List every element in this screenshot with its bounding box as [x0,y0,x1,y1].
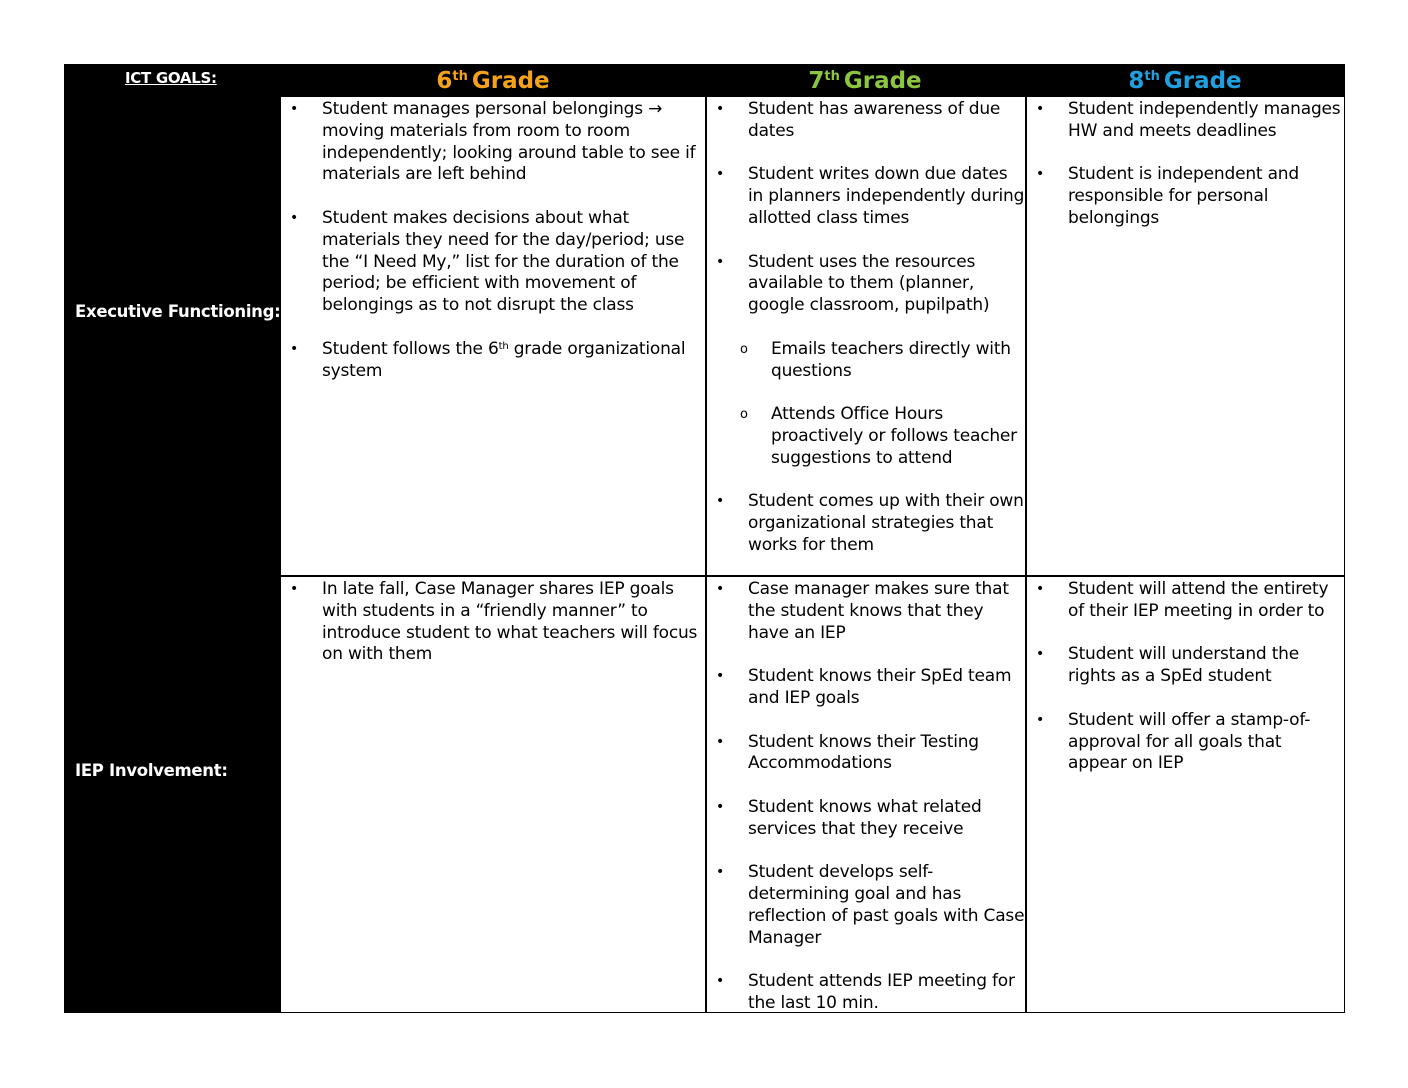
list-item: • Student follows the 6th grade organizational system [281,339,705,383]
list-item: • Student writes down due dates in planners independently during allotted class times [707,164,1025,229]
iep-grade-7-cell [705,577,1025,1013]
list-item: • In late fall, Case Manager shares IEP goals with students in a “friendly manner” to introduce student to what teachers will focus on with them [281,579,705,666]
list-item: • Student comes up with their own organizational strategies that works for them [707,491,1025,556]
row-label-executive-functioning: Executive Functioning: [65,97,281,577]
list-item: • Student makes decisions about what materials they need for the day/period; use the “I Need My,” list for the duration of the period; be efficient with movement of belongings as to not disrupt the class [281,208,705,317]
list-item: • Student knows their SpEd team and IEP goals [707,666,1025,710]
list-item: • Student knows their Testing Accommodations [707,732,1025,776]
iep-grade-8-cell [1025,577,1344,1013]
ict-goals-label: ICT GOALS: [125,69,217,87]
grade-6-title: 6th Grade [436,68,550,94]
grade-8-header [1025,65,1345,97]
list-item: • Student will offer a stamp-of-approval for all goals that appear on IEP [1027,710,1344,775]
grade-6-header [281,65,705,97]
sub-list-item: o Emails teachers directly with questions [707,339,1025,383]
ict-goals-table [64,64,1345,1013]
exec-grade-6-cell [281,97,705,575]
header-label-cell [65,65,281,97]
list-item: • Student uses the resources available to them (planner, google classroom, pupilpath) o Emails teachers directly with questions o Attends Office Hours proactively or follows teacher suggestions to attend [707,252,1025,470]
iep-grade-6-cell [281,577,705,1013]
list-item: • Student independently manages HW and meets deadlines [1027,99,1344,143]
list-item: • Student develops self-determining goal and has reflection of past goals with Case Manager [707,862,1025,949]
grade-7-title: 7th Grade [808,68,922,94]
list-item: • Student will attend the entirety of their IEP meeting in order to [1027,579,1344,623]
list-item: • Student has awareness of due dates [707,99,1025,143]
list-item: • Case manager makes sure that the student knows that they have an IEP [707,579,1025,644]
exec-grade-7-cell [705,97,1025,575]
grade-7-header [705,65,1025,97]
list-item: • Student will understand the rights as a SpEd student [1027,644,1344,688]
row-label-iep-involvement: IEP Involvement: [65,577,281,1013]
list-item: • Student manages personal belongings → moving materials from room to room independently; looking around table to see if materials are left behind [281,99,705,186]
exec-grade-8-cell [1025,97,1344,575]
list-item: • Student knows what related services that they receive [707,797,1025,841]
list-item: • Student is independent and responsible for personal belongings [1027,164,1344,229]
list-item: • Student attends IEP meeting for the last 10 min. [707,971,1025,1013]
grade-8-title: 8th Grade [1128,68,1242,94]
sub-list-item: o Attends Office Hours proactively or follows teacher suggestions to attend [707,404,1025,469]
